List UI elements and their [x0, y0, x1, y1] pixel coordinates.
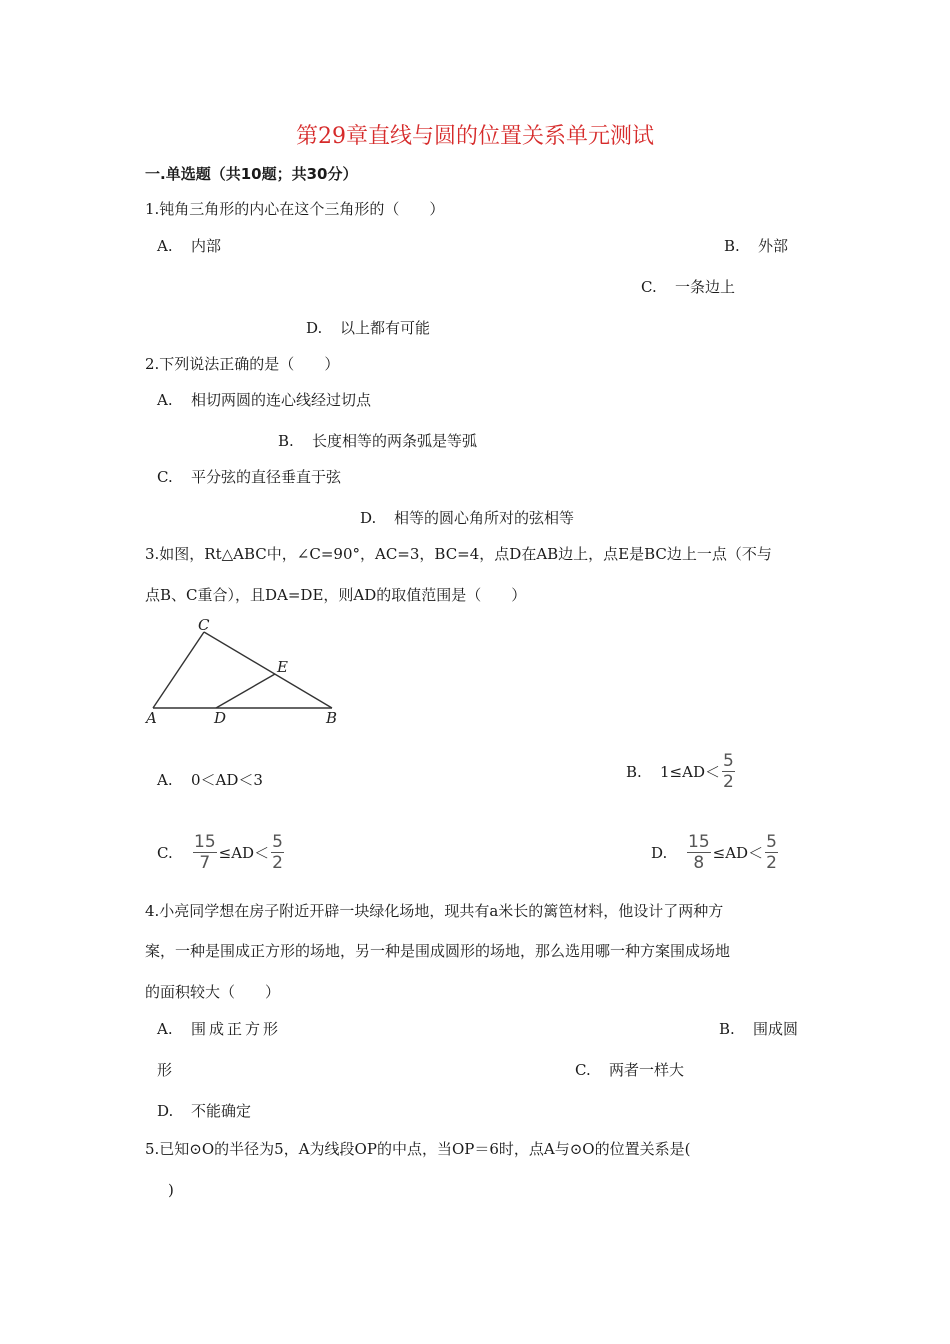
question-4-stem-line3: 的面积较大（ ）	[145, 983, 281, 1001]
option-label: C.	[641, 278, 657, 296]
label-b: B	[326, 709, 338, 727]
q3-option-a[interactable]	[157, 770, 263, 790]
q2-option-b[interactable]	[278, 431, 477, 451]
option-text: 围成圆	[753, 1020, 799, 1038]
option-text: 1≤AD＜	[660, 762, 720, 781]
section-header: 一.单选题（共10题；共30分）	[145, 165, 358, 183]
option-label: B.	[724, 237, 740, 255]
q2-option-a[interactable]	[157, 390, 371, 410]
option-text: 形	[157, 1061, 173, 1079]
q3-option-c[interactable]	[157, 833, 286, 872]
segment-cb	[204, 632, 332, 708]
option-text: 一条边上	[675, 278, 736, 296]
question-2-stem: 2.下列说法正确的是（ ）	[145, 355, 340, 373]
label-e: E	[277, 658, 288, 676]
q4-option-d[interactable]	[157, 1101, 251, 1121]
option-text: 长度相等的两条弧是等弧	[312, 432, 478, 450]
option-text: 外部	[758, 237, 789, 255]
segment-de	[216, 674, 275, 708]
option-label: A.	[157, 771, 173, 789]
q3-option-d[interactable]	[651, 833, 780, 872]
q4-option-b-continued	[157, 1060, 172, 1080]
page-title: 第29章直线与圆的位置关系单元测试	[296, 124, 654, 149]
option-text: 以上都有可能	[340, 319, 431, 337]
q1-option-d[interactable]	[306, 318, 430, 338]
q3-option-b[interactable]	[626, 752, 737, 791]
option-label: B.	[626, 762, 642, 781]
question-3-stem-line1: 3.如图，Rt△ABC中，∠C=90°，AC=3，BC=4，点D在AB边上，点E是BC边上一点（不与	[145, 545, 772, 563]
option-text: 不能确定	[191, 1102, 252, 1120]
option-label: D.	[360, 509, 377, 527]
option-text: 内部	[191, 237, 222, 255]
option-text: 两者一样大	[609, 1061, 685, 1079]
q2-option-d[interactable]	[360, 508, 574, 528]
q4-option-a[interactable]	[157, 1019, 281, 1039]
option-label: D.	[651, 843, 668, 862]
option-text: 围成正方形	[191, 1020, 282, 1038]
q1-option-a[interactable]	[157, 236, 221, 256]
option-label: C.	[157, 843, 173, 862]
option-text: 0＜AD＜3	[191, 771, 263, 789]
option-label: A.	[157, 391, 173, 409]
question-5-stem-line1: 5.已知⊙O的半径为5，A为线段OP的中点，当OP＝6时，点A与⊙O的位置关系是(	[145, 1140, 691, 1158]
fraction-fifteen-sevenths: $\frac{15}{7}$	[194, 832, 216, 873]
option-label: A.	[157, 237, 173, 255]
triangle-figure	[140, 612, 350, 732]
option-label: D.	[157, 1102, 174, 1120]
option-label: B.	[278, 432, 294, 450]
question-4-stem-line1: 4.小亮同学想在房子附近开辟一块绿化场地，现共有a米长的篱笆材料，他设计了两种方	[145, 902, 724, 920]
option-text: 平分弦的直径垂直于弦	[191, 468, 342, 486]
label-d: D	[214, 709, 227, 727]
fraction-five-halves: $\frac{5}{2}$	[272, 832, 283, 873]
q1-option-b[interactable]	[724, 236, 788, 256]
question-4-stem-line2: 案，一种是围成正方形的场地，另一种是围成圆形的场地，那么选用哪一种方案围成场地	[145, 942, 731, 960]
question-5-stem-line2: )	[168, 1181, 174, 1199]
option-label: A.	[157, 1020, 173, 1038]
fraction-fifteen-eighths: $\frac{15}{8}$	[688, 832, 710, 873]
label-a: A	[146, 709, 157, 727]
option-label: C.	[157, 468, 173, 486]
option-text: 相切两圆的连心线经过切点	[191, 391, 372, 409]
q2-option-c[interactable]	[157, 467, 341, 487]
option-text: 相等的圆心角所对的弦相等	[394, 509, 575, 527]
option-label: C.	[575, 1061, 591, 1079]
q4-option-c[interactable]	[575, 1060, 684, 1080]
fraction-five-halves: $\frac{5}{2}$	[722, 751, 734, 792]
question-1-stem: 1.钝角三角形的内心在这个三角形的（ ）	[145, 200, 445, 218]
option-text: ≤AD＜	[712, 843, 764, 862]
fraction-five-halves: $\frac{5}{2}$	[766, 832, 777, 873]
segment-ac	[153, 632, 204, 708]
option-label: B.	[719, 1020, 735, 1038]
q1-option-c[interactable]	[641, 277, 735, 297]
option-label: D.	[306, 319, 323, 337]
label-c: C	[198, 616, 210, 634]
question-3-stem-line2: 点B、C重合），且DA=DE，则AD的取值范围是（ ）	[145, 586, 527, 604]
option-text: ≤AD＜	[218, 843, 270, 862]
q4-option-b[interactable]	[719, 1019, 798, 1039]
